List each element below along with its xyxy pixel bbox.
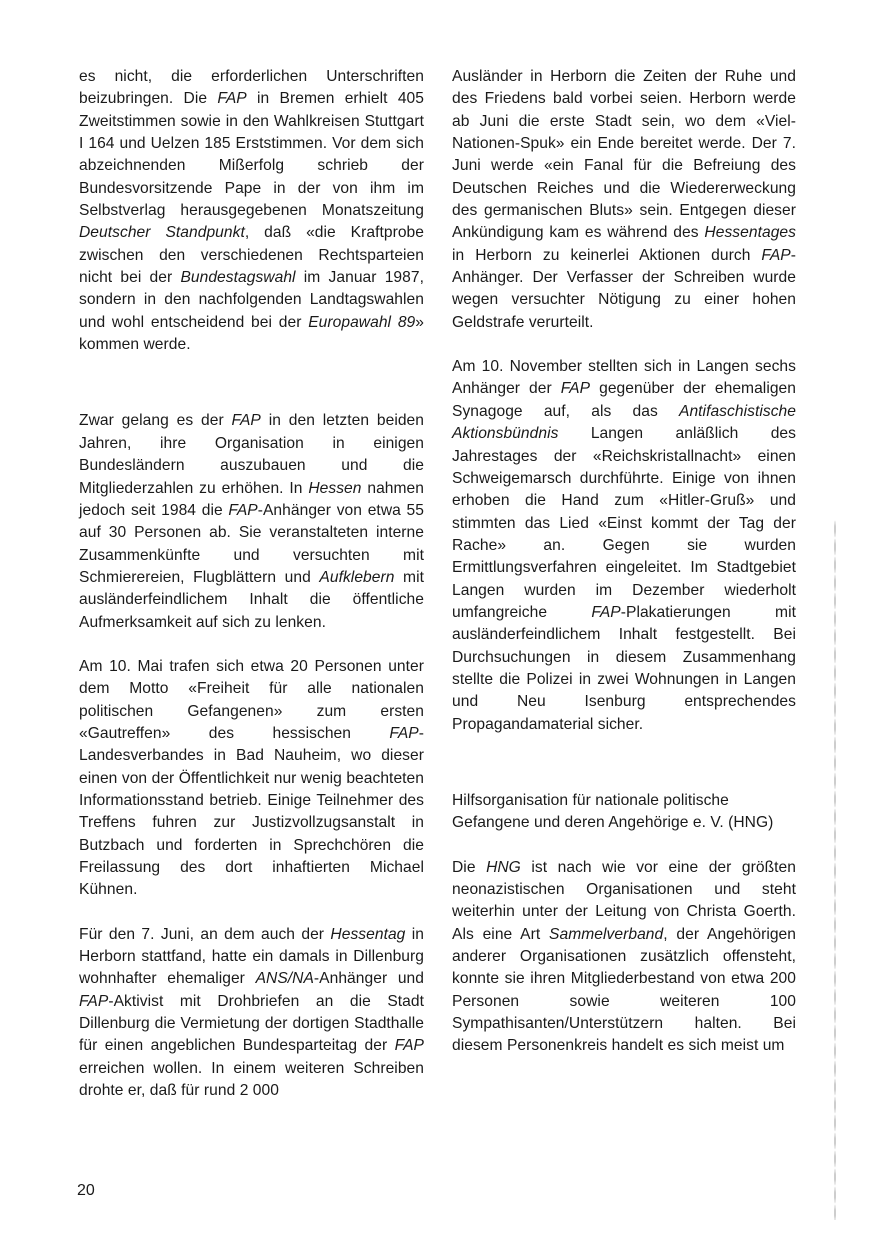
italic-term: Bundestagswahl <box>180 269 296 287</box>
paragraph: Die HNG ist nach wie vor eine der größten neonazistischen Organisationen und steht weiterhin unter der Leitung von Christa Goerth. Als eine Art Sammelverband, der Angehörigen anderer Organisationen zusätzlich offensteht, konnte sie ihren Mitgliederbestand von etwa 200 Personen sowie weiteren 100 Sympathisanten/Unterstützern halten. Bei diesem Personenkreis handelt es sich meist um <box>452 858 796 1055</box>
page-number: 20 <box>77 1182 95 1199</box>
paragraph: Zwar gelang es der FAP in den letzten beiden Jahren, ihre Organisation in einigen Bundesländern auszubauen und die Mitgliederzahlen zu erhöhen. In Hessen nahmen jedoch seit 1984 die FAP-Anhänger von etwa 55 auf 30 Personen ab. Sie veranstalteten interne Zusammenkünfte und versuchten mit Schmierereien, Flugblättern und Aufklebern mit ausländerfeindlichem Inhalt die öffentliche Aufmerksamkeit auf sich zu lenken. <box>79 412 425 631</box>
italic-term: FAP <box>389 724 419 742</box>
italic-term: FAP <box>761 246 791 264</box>
italic-term: Hessentag <box>330 925 406 943</box>
section-heading: Hilfsorganisation für nationale politische Gefangene und deren Angehörige e. V. (HNG) <box>452 791 774 832</box>
paragraph: Für den 7. Juni, an dem auch der Hessentag in Herborn stattfand, hatte ein damals in Dillenburg wohnhafter ehemaliger ANS/NA-Anhänger und FAP-Aktivist mit Drohbriefen an die Stadt Dillenburg die Vermietung der dortigen Stadthalle für einen angeblichen Bundesparteitag der FAP erreichen wollen. In einem weiteren Schreiben drohte er, daß für rund 2 000 <box>79 925 424 1100</box>
paragraph: Ausländer in Herborn die Zeiten der Ruhe und des Friedens bald vorbei seien. Herborn werde ab Juni die erste Stadt sein, wo dem «Viel-Nationen-Spuk» ein Ende bereitet werde. Der 7. Juni werde «ein Fanal für die Befreiung des Deutschen Reiches und die Wiedererweckung des germanischen Bluts» sein. Entgegen dieser Ankündigung kam es während des Hessentages in Herborn zu keinerlei Aktionen durch FAP-Anhänger. Der Verfasser der Schreiben wurde wegen versuchter Nötigung zu einer hohen Geldstrafe verurteilt. <box>452 68 796 331</box>
italic-term: Hessentages <box>704 224 796 242</box>
italic-term: FAP <box>560 380 591 398</box>
right-column <box>452 66 796 1058</box>
italic-term: FAP <box>217 90 247 108</box>
italic-term: FAP <box>591 603 621 621</box>
italic-term: ANS/NA <box>255 970 314 988</box>
italic-term: Antifaschistische Aktionsbündnis <box>452 402 796 443</box>
paragraph: Am 10. Mai trafen sich etwa 20 Personen unter dem Motto «Freiheit für alle nationalen politischen Gefangenen» zum ersten «Gautreffen» des hessischen FAP-Landesverbandes in Bad Nauheim, wo dieser einen von der Öffentlichkeit nur wenig beachteten Informationsstand betrieb. Einige Teilnehmer des Treffens fuhren zur Justizvollzugsanstalt in Butzbach und forderten in Sprechchören die Freilassung des dort inhaftierten Michael Kühnen. <box>79 657 424 899</box>
italic-term: Deutscher Standpunkt <box>79 224 245 242</box>
italic-term: Sammelverband <box>549 925 664 943</box>
paragraph: Am 10. November stellten sich in Langen sechs Anhänger der FAP gegenüber der ehemaligen Synagoge auf, als das Antifaschistische Aktionsbündnis Langen anläßlich des Jahrestages der «Reichskristallnacht» einen Schweigemarsch durchführte. Einige von ihnen erhoben die Hand zum «Hitler-Gruß» und stimmten das Lied «Einst kommt der Tag der Rache» an. Gegen sie wurden Ermittlungsverfahren eingeleitet. Im Stadtgebiet Langen wurden im Dezember wiederholt umfangreiche FAP-Plakatierungen mit ausländerfeindlichem Inhalt festgestellt. Bei Durchsuchungen in diesem Zusammenhang stellte die Polizei in zwei Wohnungen in Langen und Neu Isenburg entsprechendes Propagandamaterial sicher. <box>452 358 796 733</box>
italic-term: FAP <box>228 501 258 519</box>
scan-margin-dots <box>834 520 836 1220</box>
left-column <box>79 66 424 1102</box>
italic-term: FAP <box>79 992 109 1010</box>
paragraph: es nicht, die erforderlichen Unterschriften beizubringen. Die FAP in Bremen erhielt 405 Zweitstimmen sowie in den Wahlkreisen Stuttgart I 164 und Uelzen 185 Erststimmen. Vor dem sich abzeichnenden Mißerfolg schrieb der Bundesvorsitzende Pape in der von ihm im Selbstverlag herausgegebenen Monatszeitung Deutscher Standpunkt, daß «die Kraftprobe zwischen den verschiedenen Rechtsparteien nicht bei der Bundestagswahl im Januar 1987, sondern in den nachfolgenden Landtagswahlen und wohl entscheidend bei der Europawahl 89» kommen werde. <box>79 68 425 354</box>
italic-term: FAP <box>394 1037 424 1055</box>
italic-term: FAP <box>231 412 261 430</box>
italic-term: HNG <box>486 858 521 876</box>
italic-term: Europawahl 89 <box>308 313 416 331</box>
italic-term: Aufklebern <box>319 568 395 586</box>
italic-term: Hessen <box>308 479 362 497</box>
